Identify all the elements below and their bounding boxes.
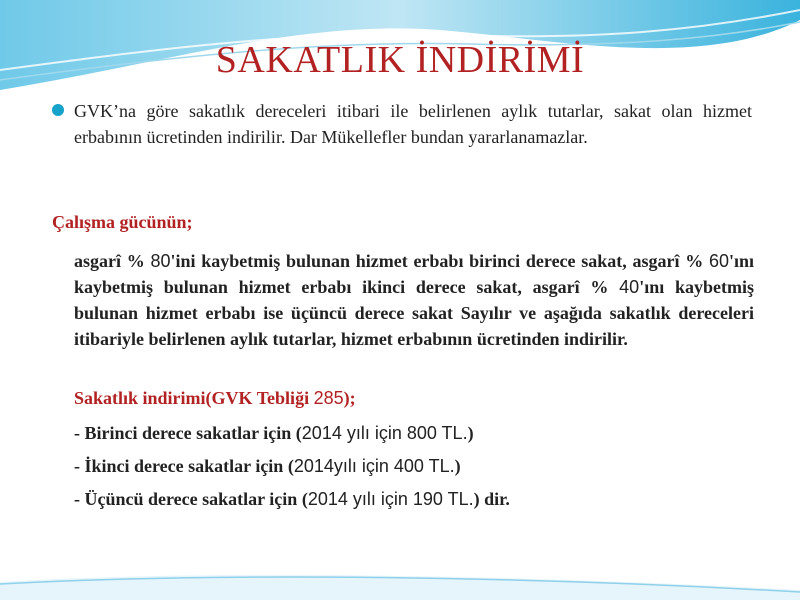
list-item [74, 453, 754, 486]
paragraph-part1: asgarî % [74, 251, 151, 271]
slide-title: SAKATLIK İNDİRİMİ [215, 39, 585, 81]
item-suffix: ) dir. [473, 489, 510, 509]
percent-60: 60 [708, 251, 729, 271]
intro-bullet-text: GVK’na göre sakatlık dereceleri itibari ile belirlenen aylık tutarlar, sakat olan hizmet erbabının ücretinden indirilir. Dar Mükellefler bundan yararlanamazlar. [74, 101, 752, 147]
paragraph-part3: 'ını kaybetmiş bulunan hizmet erbabı ikinci derece sakat, asgarî % [74, 251, 754, 297]
item-label: - İkinci derece sakatlar için ( [74, 456, 294, 476]
paragraph-part2: 'ini kaybetmiş bulunan hizmet erbabı birinci derece sakat, asgarî % [170, 251, 709, 271]
percent-40: 40 [619, 277, 640, 297]
item-amount: 2014 yılı için 190 TL. [307, 489, 474, 509]
item-label: - Birinci derece sakatlar için ( [74, 423, 302, 443]
list-item [74, 420, 754, 453]
percent-80: 80 [150, 251, 171, 271]
item-label: - Üçüncü derece sakatlar için ( [74, 489, 308, 509]
discount-heading-suffix: ); [343, 388, 356, 408]
discount-heading-prefix: Sakatlık indirimi(GVK Tebliği [74, 388, 314, 408]
section-heading: Çalışma gücünün; [52, 212, 193, 232]
discount-heading [74, 388, 356, 409]
bottom-wave-decoration [0, 560, 800, 600]
list-item [74, 486, 754, 519]
bullet-icon [52, 104, 64, 116]
item-amount: 2014yılı için 400 TL. [293, 456, 455, 476]
intro-bullet [52, 98, 752, 150]
item-amount: 2014 yılı için 800 TL. [301, 423, 468, 443]
item-suffix: ) [467, 423, 474, 443]
discount-list [74, 420, 754, 519]
paragraph-part4: 'ını kaybetmiş bulunan hizmet erbabı ise üçüncü derece sakat Sayılır ve aşağıda sakatlık dereceleri itibariyle belirlenen aylık tutarlar, hizmet erbabının ücretinden indirilir. [74, 277, 754, 349]
communique-number: 285 [313, 388, 344, 408]
disability-paragraph [74, 248, 754, 352]
item-suffix: ) [454, 456, 461, 476]
